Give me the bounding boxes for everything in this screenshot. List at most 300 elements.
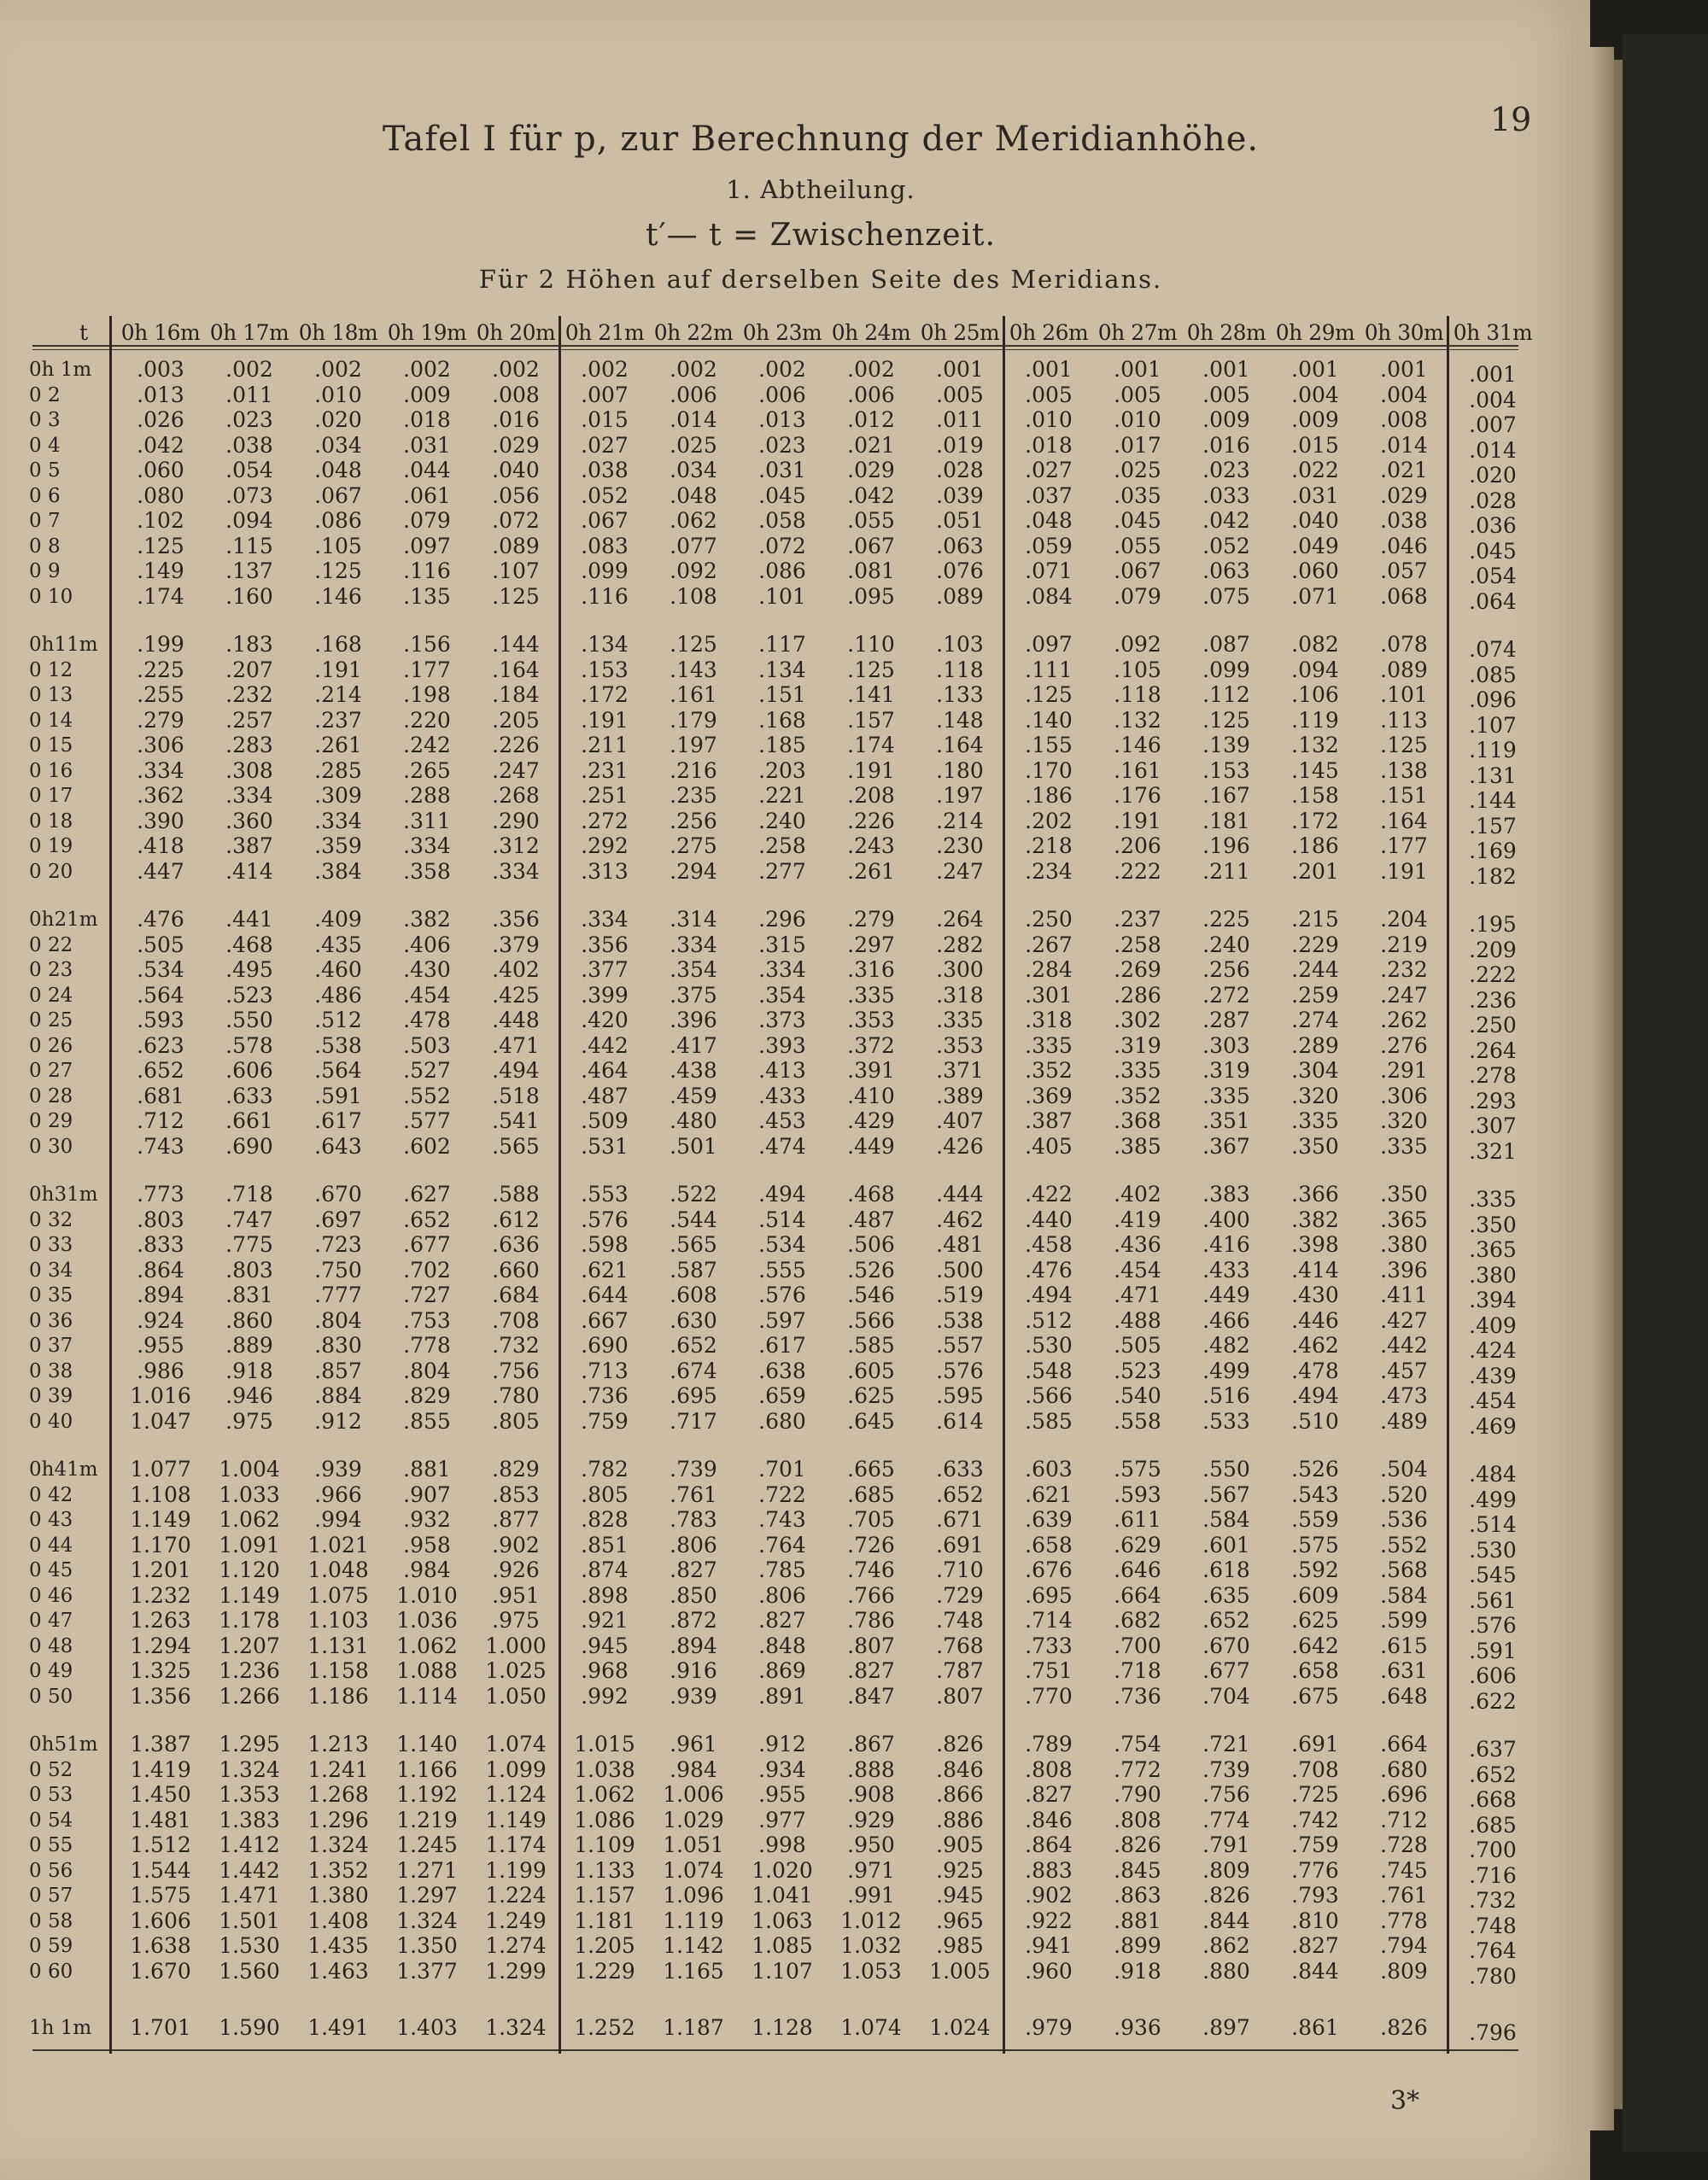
table-cell: .394: [1469, 1288, 1517, 1312]
table-cell: .417: [670, 1032, 717, 1058]
table-cell: 1.000: [485, 1633, 547, 1658]
table-cell: .458: [1025, 1232, 1073, 1257]
table-cell: .382: [403, 907, 451, 932]
table-cell: 1.119: [663, 1908, 724, 1933]
table-cell: .598: [581, 1232, 629, 1257]
table-cell: .732: [1469, 1888, 1517, 1913]
table-cell: .042: [1202, 508, 1250, 533]
table-cell: .545: [1469, 1563, 1517, 1587]
table-cell: .288: [403, 783, 451, 808]
table-cell: .411: [1380, 1283, 1428, 1307]
table-cell: .568: [1380, 1558, 1428, 1582]
table-cell: .407: [936, 1108, 984, 1133]
table-cell: .558: [1114, 1408, 1161, 1434]
table-cell: 1.077: [130, 1457, 191, 1482]
table-cell: 1.324: [307, 1832, 369, 1857]
table-cell: .005: [1025, 382, 1073, 407]
table-cell: .418: [137, 833, 184, 858]
table-cell: .774: [1202, 1807, 1250, 1832]
table-cell: .018: [403, 407, 451, 432]
table-cell: .530: [1469, 1537, 1517, 1563]
table-cell: .420: [581, 1008, 629, 1032]
table-cell: .427: [1380, 1307, 1428, 1333]
table-cell: .786: [847, 1608, 895, 1633]
table-cell: .302: [1114, 1008, 1161, 1032]
table-cell: .664: [1380, 1732, 1428, 1756]
table-cell: .335: [1202, 1083, 1250, 1108]
table-cell: 1.299: [485, 1958, 547, 1984]
table-cell: .387: [225, 833, 273, 858]
table-cell: .398: [1291, 1232, 1339, 1257]
table-cell: 1.086: [574, 1807, 635, 1832]
row-time-label: 0 50: [29, 1685, 73, 1708]
table-cell: .791: [1202, 1832, 1250, 1857]
table-cell: .001: [1202, 357, 1250, 382]
table-cell: .191: [847, 757, 895, 783]
table-cell: 1.213: [307, 1732, 369, 1756]
table-cell: .775: [225, 1232, 273, 1257]
table-cell: .514: [758, 1207, 806, 1232]
table-cell: .031: [1291, 482, 1339, 508]
row-time-label: 0 57: [29, 1885, 73, 1907]
table-cell: .534: [758, 1232, 806, 1257]
table-cell: .197: [670, 733, 717, 757]
table-cell: .597: [758, 1307, 806, 1333]
table-cell: .196: [1202, 833, 1250, 858]
table-cell: .023: [1202, 458, 1250, 482]
table-cell: .020: [314, 407, 362, 432]
table-cell: 1.325: [130, 1658, 191, 1683]
table-cell: .638: [758, 1358, 806, 1383]
table-cell: .172: [581, 682, 629, 707]
table-cell: .009: [1291, 407, 1339, 432]
table-cell: .042: [137, 432, 184, 458]
table-cell: .439: [1469, 1363, 1517, 1388]
table-cell: .984: [403, 1558, 451, 1582]
table-cell: .783: [670, 1507, 717, 1532]
table-cell: .578: [225, 1032, 273, 1058]
table-cell: .960: [1025, 1958, 1073, 1984]
table-cell: .599: [1380, 1608, 1428, 1633]
table-cell: .453: [758, 1108, 806, 1133]
table-cell: .132: [1291, 733, 1339, 757]
column-header: 0h 19m: [387, 320, 467, 345]
table-cell: .449: [1202, 1283, 1250, 1307]
table-cell: .941: [1025, 1933, 1073, 1958]
table-cell: .118: [936, 657, 984, 682]
table-cell: .808: [1025, 1756, 1073, 1782]
table-cell: 1.074: [663, 1857, 724, 1883]
table-cell: .153: [1202, 757, 1250, 783]
table-cell: .284: [1025, 957, 1073, 982]
table-cell: .071: [1291, 583, 1339, 609]
table-cell: .702: [403, 1257, 451, 1283]
table-cell: .633: [936, 1457, 984, 1482]
table-cell: .004: [1291, 382, 1339, 407]
table-cell: .243: [847, 833, 895, 858]
table-cell: .576: [581, 1207, 629, 1232]
table-cell: .918: [1114, 1958, 1161, 1984]
page-number: 19: [1490, 101, 1532, 138]
table-cell: .279: [847, 907, 895, 932]
table-cell: .001: [1380, 357, 1428, 382]
table-cell: .071: [1025, 558, 1073, 583]
table-cell: .945: [581, 1633, 629, 1658]
column-header: 0h 31m: [1453, 320, 1533, 345]
table-cell: .471: [1114, 1283, 1161, 1307]
table-cell: .743: [758, 1507, 806, 1532]
table-cell: .708: [492, 1307, 540, 1333]
page-subtitle: 1. Abtheilung.: [726, 175, 915, 204]
row-time-label: 0 48: [29, 1634, 73, 1657]
table-cell: .293: [1469, 1088, 1517, 1113]
table-cell: .986: [137, 1358, 184, 1383]
table-cell: .013: [758, 407, 806, 432]
table-cell: .433: [758, 1083, 806, 1108]
table-cell: .790: [1114, 1782, 1161, 1807]
table-cell: .102: [137, 508, 184, 533]
table-cell: .750: [314, 1257, 362, 1283]
table-cell: .739: [670, 1457, 717, 1482]
table-cell: .756: [492, 1358, 540, 1383]
table-cell: .045: [1469, 538, 1517, 564]
table-cell: .422: [1025, 1182, 1073, 1207]
table-cell: .505: [1114, 1333, 1161, 1358]
table-cell: .001: [936, 357, 984, 382]
table-cell: .262: [1380, 1008, 1428, 1032]
table-cell: .753: [403, 1307, 451, 1333]
table-cell: .826: [936, 1732, 984, 1756]
table-cell: .918: [225, 1358, 273, 1383]
table-cell: .277: [758, 858, 806, 884]
table-cell: .108: [670, 583, 717, 609]
meridian-table: [24, 307, 1537, 2075]
table-cell: .754: [1114, 1732, 1161, 1756]
column-header: 0h 30m: [1364, 320, 1444, 345]
table-cell: .221: [758, 783, 806, 808]
table-cell: .350: [1380, 1182, 1428, 1207]
table-cell: .146: [314, 583, 362, 609]
row-time-label: 0 18: [29, 809, 73, 833]
table-cell: .005: [1114, 382, 1161, 407]
table-cell: .300: [936, 957, 984, 982]
table-cell: .700: [1469, 1838, 1517, 1862]
table-cell: 1.062: [574, 1782, 635, 1807]
row-time-label: 0 16: [29, 759, 73, 782]
table-cell: .006: [758, 382, 806, 407]
table-cell: .998: [758, 1832, 806, 1857]
table-cell: 1.245: [396, 1832, 458, 1857]
table-cell: .789: [1025, 1732, 1073, 1756]
row-time-label: 0 14: [29, 709, 73, 732]
table-cell: .242: [403, 733, 451, 757]
table-cell: .195: [1469, 912, 1517, 937]
table-cell: .584: [1380, 1582, 1428, 1608]
table-cell: .112: [1202, 682, 1250, 707]
table-cell: .474: [758, 1133, 806, 1159]
table-cell: .350: [1469, 1212, 1517, 1237]
table-cell: .054: [225, 458, 273, 482]
table-cell: .055: [847, 508, 895, 533]
table-cell: 1.140: [396, 1732, 458, 1756]
table-cell: .778: [1380, 1908, 1428, 1933]
table-cell: .770: [1025, 1683, 1073, 1709]
table-cell: .652: [403, 1207, 451, 1232]
table-cell: .044: [403, 458, 451, 482]
table-cell: .826: [1380, 2015, 1428, 2040]
table-cell: 1.170: [130, 1532, 191, 1558]
table-cell: .082: [1291, 632, 1339, 657]
table-cell: .002: [492, 357, 540, 382]
table-cell: .847: [847, 1683, 895, 1709]
table-cell: 1.149: [130, 1507, 191, 1532]
table-cell: .004: [1380, 382, 1428, 407]
table-cell: .250: [1025, 907, 1073, 932]
table-cell: .435: [314, 932, 362, 957]
table-cell: .611: [1114, 1507, 1161, 1532]
table-cell: .975: [225, 1408, 273, 1434]
table-cell: .137: [225, 558, 273, 583]
table-cell: .314: [670, 907, 717, 932]
table-cell: .857: [314, 1358, 362, 1383]
table-cell: .010: [314, 382, 362, 407]
table-cell: 1.412: [219, 1832, 280, 1857]
row-time-label: 0 13: [29, 684, 73, 706]
table-cell: .038: [1380, 508, 1428, 533]
column-header: 0h 23m: [742, 320, 822, 345]
table-cell: .677: [403, 1232, 451, 1257]
table-cell: .097: [403, 533, 451, 558]
table-cell: .756: [1202, 1782, 1250, 1807]
table-cell: .564: [137, 982, 184, 1008]
table-cell: .125: [1202, 707, 1250, 733]
table-cell: .031: [403, 432, 451, 458]
table-cell: .905: [936, 1832, 984, 1857]
table-cell: 1.010: [396, 1582, 458, 1608]
table-cell: .462: [936, 1207, 984, 1232]
table-cell: .105: [1114, 657, 1161, 682]
table-cell: .051: [936, 508, 984, 533]
table-cell: .181: [1202, 808, 1250, 833]
table-cell: .446: [1291, 1307, 1339, 1333]
table-cell: .991: [847, 1883, 895, 1908]
table-cell: .804: [314, 1307, 362, 1333]
table-cell: .808: [1114, 1807, 1161, 1832]
table-cell: .048: [1025, 508, 1073, 533]
row-time-label: 0 24: [29, 984, 73, 1007]
table-cell: .803: [137, 1207, 184, 1232]
table-cell: .312: [492, 833, 540, 858]
table-cell: .334: [492, 858, 540, 884]
table-cell: 1.015: [574, 1732, 635, 1756]
table-cell: .564: [314, 1058, 362, 1083]
table-cell: .829: [403, 1383, 451, 1408]
table-cell: .133: [936, 682, 984, 707]
table-cell: .261: [847, 858, 895, 884]
table-cell: .077: [670, 533, 717, 558]
table-cell: .645: [847, 1408, 895, 1434]
table-cell: .056: [492, 482, 540, 508]
table-cell: .506: [847, 1232, 895, 1257]
table-cell: .519: [936, 1283, 984, 1307]
table-cell: .864: [137, 1257, 184, 1283]
table-cell: .199: [137, 632, 184, 657]
table-cell: 1.353: [219, 1782, 280, 1807]
table-cell: .936: [1114, 2015, 1161, 2040]
table-cell: .617: [314, 1108, 362, 1133]
table-cell: .685: [1469, 1812, 1517, 1838]
table-cell: .410: [847, 1083, 895, 1108]
table-cell: .685: [847, 1482, 895, 1507]
row-time-label: 0 12: [29, 658, 73, 681]
table-cell: .095: [847, 583, 895, 609]
table-cell: 1.186: [307, 1683, 369, 1709]
table-cell: .605: [847, 1358, 895, 1383]
table-cell: .140: [1025, 707, 1073, 733]
table-cell: .566: [1025, 1383, 1073, 1408]
table-cell: .359: [314, 833, 362, 858]
row-time-label: 0 4: [29, 434, 61, 457]
table-cell: .232: [225, 682, 273, 707]
table-cell: .072: [492, 508, 540, 533]
table-cell: .862: [1202, 1933, 1250, 1958]
table-cell: .354: [758, 982, 806, 1008]
table-cell: .593: [137, 1008, 184, 1032]
table-cell: .240: [758, 808, 806, 833]
table-cell: .704: [1202, 1683, 1250, 1709]
table-cell: .139: [1202, 733, 1250, 757]
table-cell: 1.131: [307, 1633, 369, 1658]
table-cell: .385: [1114, 1133, 1161, 1159]
table-cell: .177: [403, 657, 451, 682]
table-cell: .134: [581, 632, 629, 657]
table-cell: .523: [225, 982, 273, 1008]
table-cell: .912: [758, 1732, 806, 1756]
table-cell: .025: [1114, 458, 1161, 482]
table-cell: .207: [225, 657, 273, 682]
table-cell: .773: [137, 1182, 184, 1207]
table-cell: .466: [1202, 1307, 1250, 1333]
table-cell: .806: [670, 1532, 717, 1558]
table-cell: .595: [936, 1383, 984, 1408]
table-cell: .013: [137, 382, 184, 407]
table-cell: .382: [1291, 1207, 1339, 1232]
table-cell: .061: [403, 482, 451, 508]
table-cell: .164: [936, 733, 984, 757]
table-cell: .576: [936, 1358, 984, 1383]
table-cell: .536: [1380, 1507, 1428, 1532]
table-cell: .054: [1469, 564, 1517, 588]
column-header: 0h 16m: [120, 320, 201, 345]
table-cell: .736: [581, 1383, 629, 1408]
table-cell: .107: [1469, 712, 1517, 738]
table-cell: .125: [314, 558, 362, 583]
table-cell: .546: [847, 1283, 895, 1307]
table-cell: .414: [1291, 1257, 1339, 1283]
table-cell: .125: [670, 632, 717, 657]
table-cell: .034: [314, 432, 362, 458]
table-cell: .514: [1469, 1512, 1517, 1537]
table-cell: .826: [1114, 1832, 1161, 1857]
table-cell: .014: [1380, 432, 1428, 458]
table-cell: .441: [225, 907, 273, 932]
table-cell: .157: [847, 707, 895, 733]
table-cell: .866: [936, 1782, 984, 1807]
table-cell: .544: [670, 1207, 717, 1232]
table-cell: .400: [1202, 1207, 1250, 1232]
table-cell: .728: [1380, 1832, 1428, 1857]
table-cell: .285: [314, 757, 362, 783]
table-cell: .675: [1291, 1683, 1339, 1709]
table-cell: .244: [1291, 957, 1339, 982]
table-cell: .504: [1380, 1457, 1428, 1482]
table-cell: 1.324: [219, 1756, 280, 1782]
table-cell: .335: [847, 982, 895, 1008]
table-cell: 1.296: [307, 1807, 369, 1832]
table-cell: 1.063: [752, 1908, 813, 1933]
row-time-label: 0 7: [29, 510, 61, 532]
table-cell: .482: [1202, 1333, 1250, 1358]
table-cell: 1.590: [219, 2015, 280, 2040]
table-cell: .565: [670, 1232, 717, 1257]
table-cell: .810: [1291, 1908, 1339, 1933]
row-time-label: 0 8: [29, 535, 61, 558]
table-cell: .247: [492, 757, 540, 783]
table-cell: .454: [403, 982, 451, 1008]
table-cell: .971: [847, 1857, 895, 1883]
table-cell: .652: [137, 1058, 184, 1083]
table-cell: .042: [847, 482, 895, 508]
table-cell: .676: [1025, 1558, 1073, 1582]
table-cell: .007: [581, 382, 629, 407]
table-cell: .826: [1202, 1883, 1250, 1908]
row-time-label: 0 6: [29, 484, 61, 507]
table-cell: .156: [403, 632, 451, 657]
table-cell: .557: [936, 1333, 984, 1358]
row-time-label: 0 45: [29, 1559, 73, 1581]
table-cell: .486: [314, 982, 362, 1008]
table-cell: .867: [847, 1732, 895, 1756]
table-cell: .226: [847, 808, 895, 833]
table-cell: .367: [1202, 1133, 1250, 1159]
table-cell: 1.377: [396, 1958, 458, 1984]
column-header: 0h 20m: [476, 320, 556, 345]
table-cell: .705: [847, 1507, 895, 1532]
table-cell: .086: [314, 508, 362, 533]
table-cell: .939: [314, 1457, 362, 1482]
table-cell: .777: [314, 1283, 362, 1307]
table-cell: .648: [1380, 1683, 1428, 1709]
table-cell: 1.268: [307, 1782, 369, 1807]
table-cell: .794: [1380, 1933, 1428, 1958]
table-cell: 1.419: [130, 1756, 191, 1782]
table-cell: .782: [581, 1457, 629, 1482]
table-cell: .272: [581, 808, 629, 833]
table-cell: .926: [492, 1558, 540, 1582]
table-cell: 1.295: [219, 1732, 280, 1756]
table-cell: .119: [1291, 707, 1339, 733]
table-cell: .198: [403, 682, 451, 707]
table-cell: .352: [1114, 1083, 1161, 1108]
table-cell: .063: [936, 533, 984, 558]
table-cell: 1.006: [663, 1782, 724, 1807]
table-cell: .922: [1025, 1908, 1073, 1933]
table-cell: .925: [936, 1857, 984, 1883]
table-cell: 1.324: [396, 1908, 458, 1933]
table-cell: .805: [581, 1482, 629, 1507]
row-time-label: 0 53: [29, 1784, 73, 1806]
row-time-label: 0 26: [29, 1034, 73, 1057]
